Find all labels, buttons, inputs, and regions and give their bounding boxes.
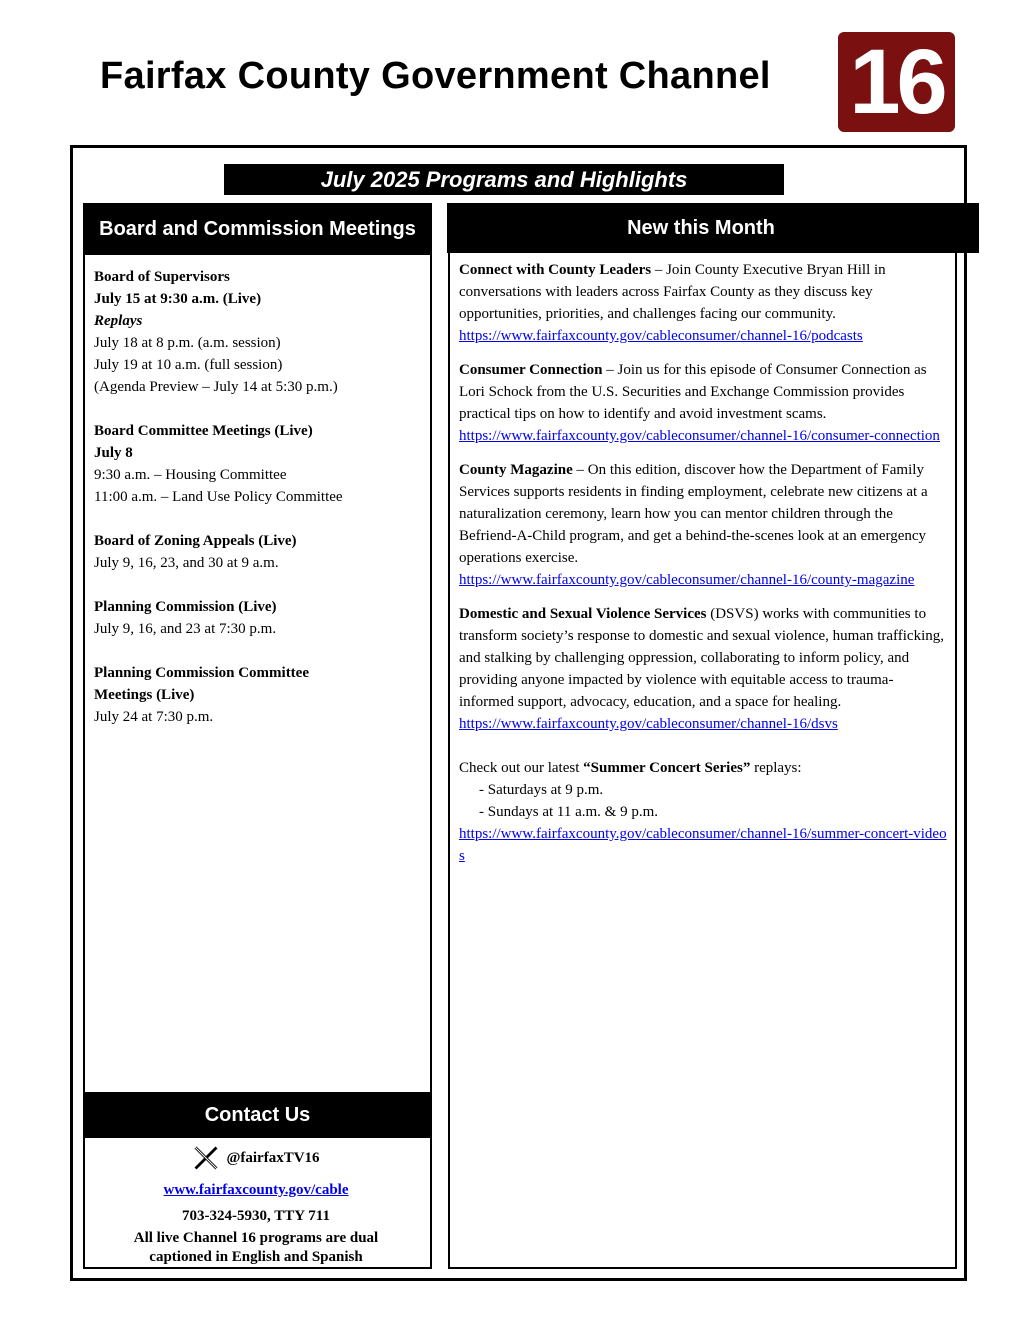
meetings-list [94, 266, 424, 750]
channel-16-logo [838, 32, 955, 132]
new-this-month-heading: New this Month [447, 203, 979, 253]
bos-section: Board of Supervisors July 15 at 9:30 a.m. (Live) Replays July 18 at 8 p.m. (a.m. session) July 19 at 10 a.m. (full session) (Agenda Preview – July 14 at 5:30 p.m.) [94, 269, 338, 395]
x-logo-icon [192, 1144, 220, 1172]
x-handle-row [86, 1140, 426, 1176]
board-meetings-heading: Board and Commission Meetings [83, 203, 432, 255]
county-magazine-link[interactable]: https://www.fairfaxcounty.gov/cableconsumer/channel-16/county-magazine [459, 572, 915, 588]
caption-note: All live Channel 16 programs are dual captioned in English and Spanish [133, 1230, 379, 1265]
item-consumer-connection: Consumer Connection – Join us for this episode of Consumer Connection as Lori Schock from the U.S. Securities and Exchange Commission provides practical tips on how to identify and avoid investment scams. https://www.fairfaxcounty.gov/cableconsumer/channel-16/consumer-connection [459, 362, 940, 444]
pcc-section: Planning Commission Committee Meetings (Live) July 24 at 7:30 p.m. [94, 665, 309, 725]
website-link[interactable]: www.fairfaxcounty.gov/cable [163, 1182, 349, 1198]
summer-concert-link[interactable]: https://www.fairfaxcounty.gov/cableconsumer/channel-16/summer-concert-videos [459, 826, 947, 864]
committee-section: Board Committee Meetings (Live) July 8 9:30 a.m. – Housing Committee 11:00 a.m. – Land Use Policy Committee [94, 423, 343, 505]
consumer-connection-link[interactable]: https://www.fairfaxcounty.gov/cableconsumer/channel-16/consumer-connection [459, 428, 940, 444]
item-dsvs: Domestic and Sexual Violence Services (DSVS) works with communities to transform society’s response to domestic and sexual violence, human trafficking, and stalking by challenging oppression, collaborating to inform policy, and providing anyone impacted by violence with equitable access to trauma-informed support, advocacy, education, and a space for healing. https://www.fairfaxcounty.gov/cableconsumer/channel-16/dsvs [459, 606, 945, 732]
x-handle[interactable]: @fairfaxTV16 [226, 1149, 320, 1166]
contact-section [86, 1140, 426, 1267]
phone: 703-324-5930, TTY 711 [182, 1208, 330, 1224]
new-items-list [459, 259, 947, 879]
contact-heading: Contact Us [85, 1092, 430, 1138]
podcasts-link[interactable]: https://www.fairfaxcounty.gov/cableconsumer/channel-16/podcasts [459, 328, 863, 344]
page-title: Fairfax County Government Channel [100, 55, 771, 97]
bza-section: Board of Zoning Appeals (Live) July 9, 16, 23, and 30 at 9 a.m. [94, 533, 297, 571]
logo-number: 16 [849, 31, 944, 133]
dsvs-link[interactable]: https://www.fairfaxcounty.gov/cableconsumer/channel-16/dsvs [459, 716, 838, 732]
concert-series: Check out our latest “Summer Concert Series” replays: - Saturdays at 9 p.m. - Sundays at 11 a.m. & 9 p.m. https://www.fairfaxcounty.gov/cableconsumer/channel-16/summer-concert-videos [459, 760, 947, 864]
pc-section: Planning Commission (Live) July 9, 16, and 23 at 7:30 p.m. [94, 599, 277, 637]
programs-banner: July 2025 Programs and Highlights [224, 164, 784, 195]
item-county-magazine: County Magazine – On this edition, discover how the Department of Family Services supports residents in finding employment, celebrate new citizens at a naturalization ceremony, learn how you can mentor children through the Befriend-A-Child program, and get a behind-the-scenes look at an emergency operations exercise. https://www.fairfaxcounty.gov/cableconsumer/channel-16/county-magazine [459, 462, 928, 588]
item-county-leaders: Connect with County Leaders – Join County Executive Bryan Hill in conversations with leaders across Fairfax County as they discuss key opportunities, priorities, and challenges facing our community. https://www.fairfaxcounty.gov/cableconsumer/channel-16/podcasts [459, 262, 886, 344]
